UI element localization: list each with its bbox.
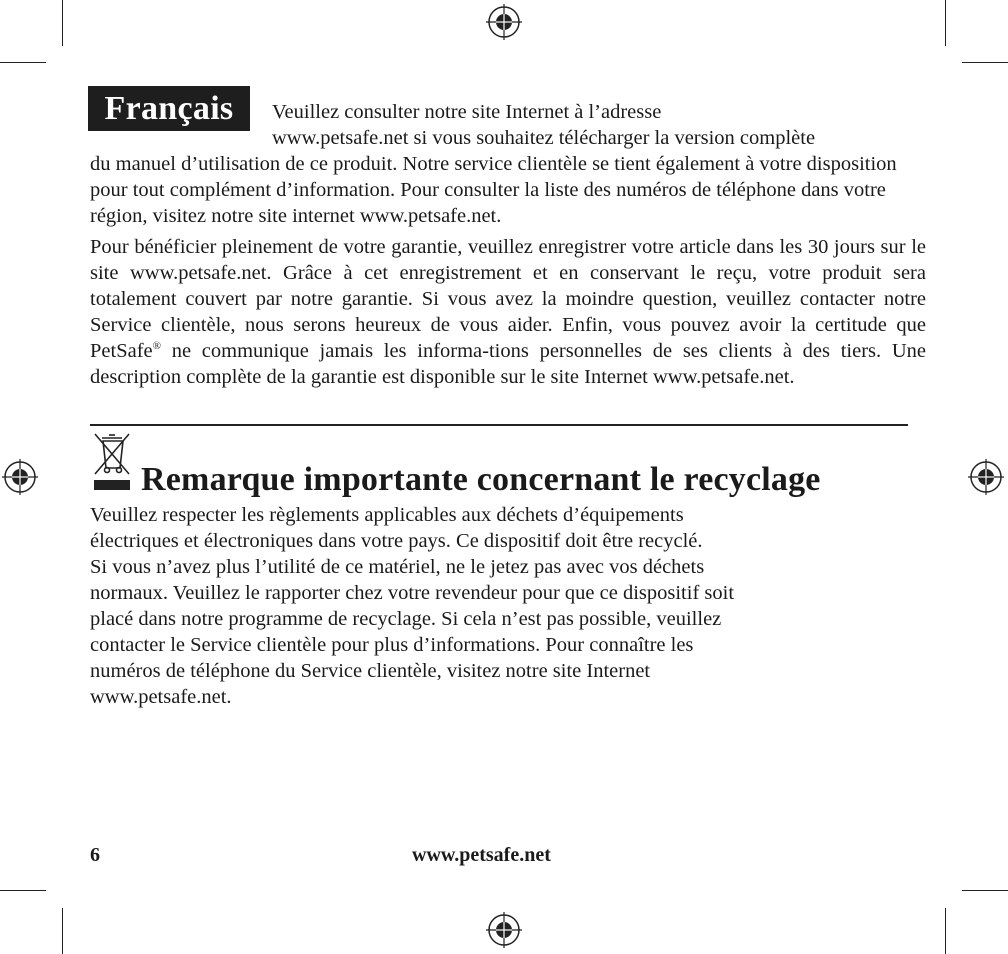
warranty-text-part-1: Pour bénéficier pleinement de votre garantie, veuillez enregistrer votre article dans les 30 jours sur le site www.petsafe.net. Grâce à cet enregistrement et en conservant le reçu, votre produit sera totalement couvert par notre garantie. Si vous avez la moindre question, veuillez contacter notre Service clientèle, nous serons heureux de vous aider. Enfin, vous pouvez avoir la certitude que PetSafe xyxy=(90,236,926,362)
recycling-line: normaux. Veuillez le rapporter chez votre revendeur pour que ce dispositif soit xyxy=(90,582,735,604)
language-badge: Français xyxy=(88,86,250,131)
recycling-paragraph xyxy=(90,502,920,710)
crop-mark-bottom-right-h xyxy=(962,890,1008,891)
section-divider xyxy=(90,424,908,426)
crop-mark-bottom-left-v xyxy=(62,908,63,954)
crop-mark-bottom-left-h xyxy=(0,890,46,891)
footer-url: www.petsafe.net xyxy=(412,844,551,866)
recycling-line: www.petsafe.net. xyxy=(90,686,232,708)
crossed-out-wheelie-bin-icon xyxy=(92,432,132,494)
crop-mark-top-right-v xyxy=(945,0,946,46)
registration-mark-top-icon xyxy=(486,4,522,40)
recycling-line: placé dans notre programme de recyclage. Si cela n’est pas possible, veuillez xyxy=(90,608,722,630)
intro-line-1: Veuillez consulter notre site Internet à l’adresse xyxy=(272,101,662,123)
recycling-line: Veuillez respecter les règlements applicables aux déchets d’équipements xyxy=(90,504,684,526)
intro-line-2: www.petsafe.net si vous souhaitez télécharger la version complète xyxy=(272,127,816,149)
recycling-line: contacter le Service clientèle pour plus d’informations. Pour connaître les xyxy=(90,634,694,656)
registration-mark-right-icon xyxy=(968,459,1004,495)
registered-mark: ® xyxy=(152,340,161,352)
crop-mark-top-right-h xyxy=(962,62,1008,63)
warranty-text-part-2: ne communique jamais les informa-tions personnelles de ses clients à des tiers. Une description complète de la garantie est disponible sur le site Internet www.petsafe.net. xyxy=(90,340,926,388)
crop-mark-top-left-v xyxy=(62,0,63,46)
recycling-heading: Remarque importante concernant le recyclage xyxy=(141,461,821,498)
intro-paragraph: du manuel d’utilisation de ce produit. Notre service clientèle se tient également à votre disposition pour tout complément d’information. Pour consulter la liste des numéros de téléphone dans votre région, visitez notre site internet www.petsafe.net. xyxy=(90,153,897,227)
crop-mark-top-left-h xyxy=(0,62,46,63)
page-number: 6 xyxy=(90,844,100,866)
registration-mark-left-icon xyxy=(2,459,38,495)
warranty-paragraph xyxy=(90,234,926,390)
recycling-line: électriques et électroniques dans votre pays. Ce dispositif doit être recyclé. xyxy=(90,530,703,552)
recycling-line: numéros de téléphone du Service clientèle, visitez notre site Internet xyxy=(90,660,651,682)
crop-mark-bottom-right-v xyxy=(945,908,946,954)
recycling-line: Si vous n’avez plus l’utilité de ce matériel, ne le jetez pas avec vos déchets xyxy=(90,556,705,578)
registration-mark-bottom-icon xyxy=(486,912,522,948)
